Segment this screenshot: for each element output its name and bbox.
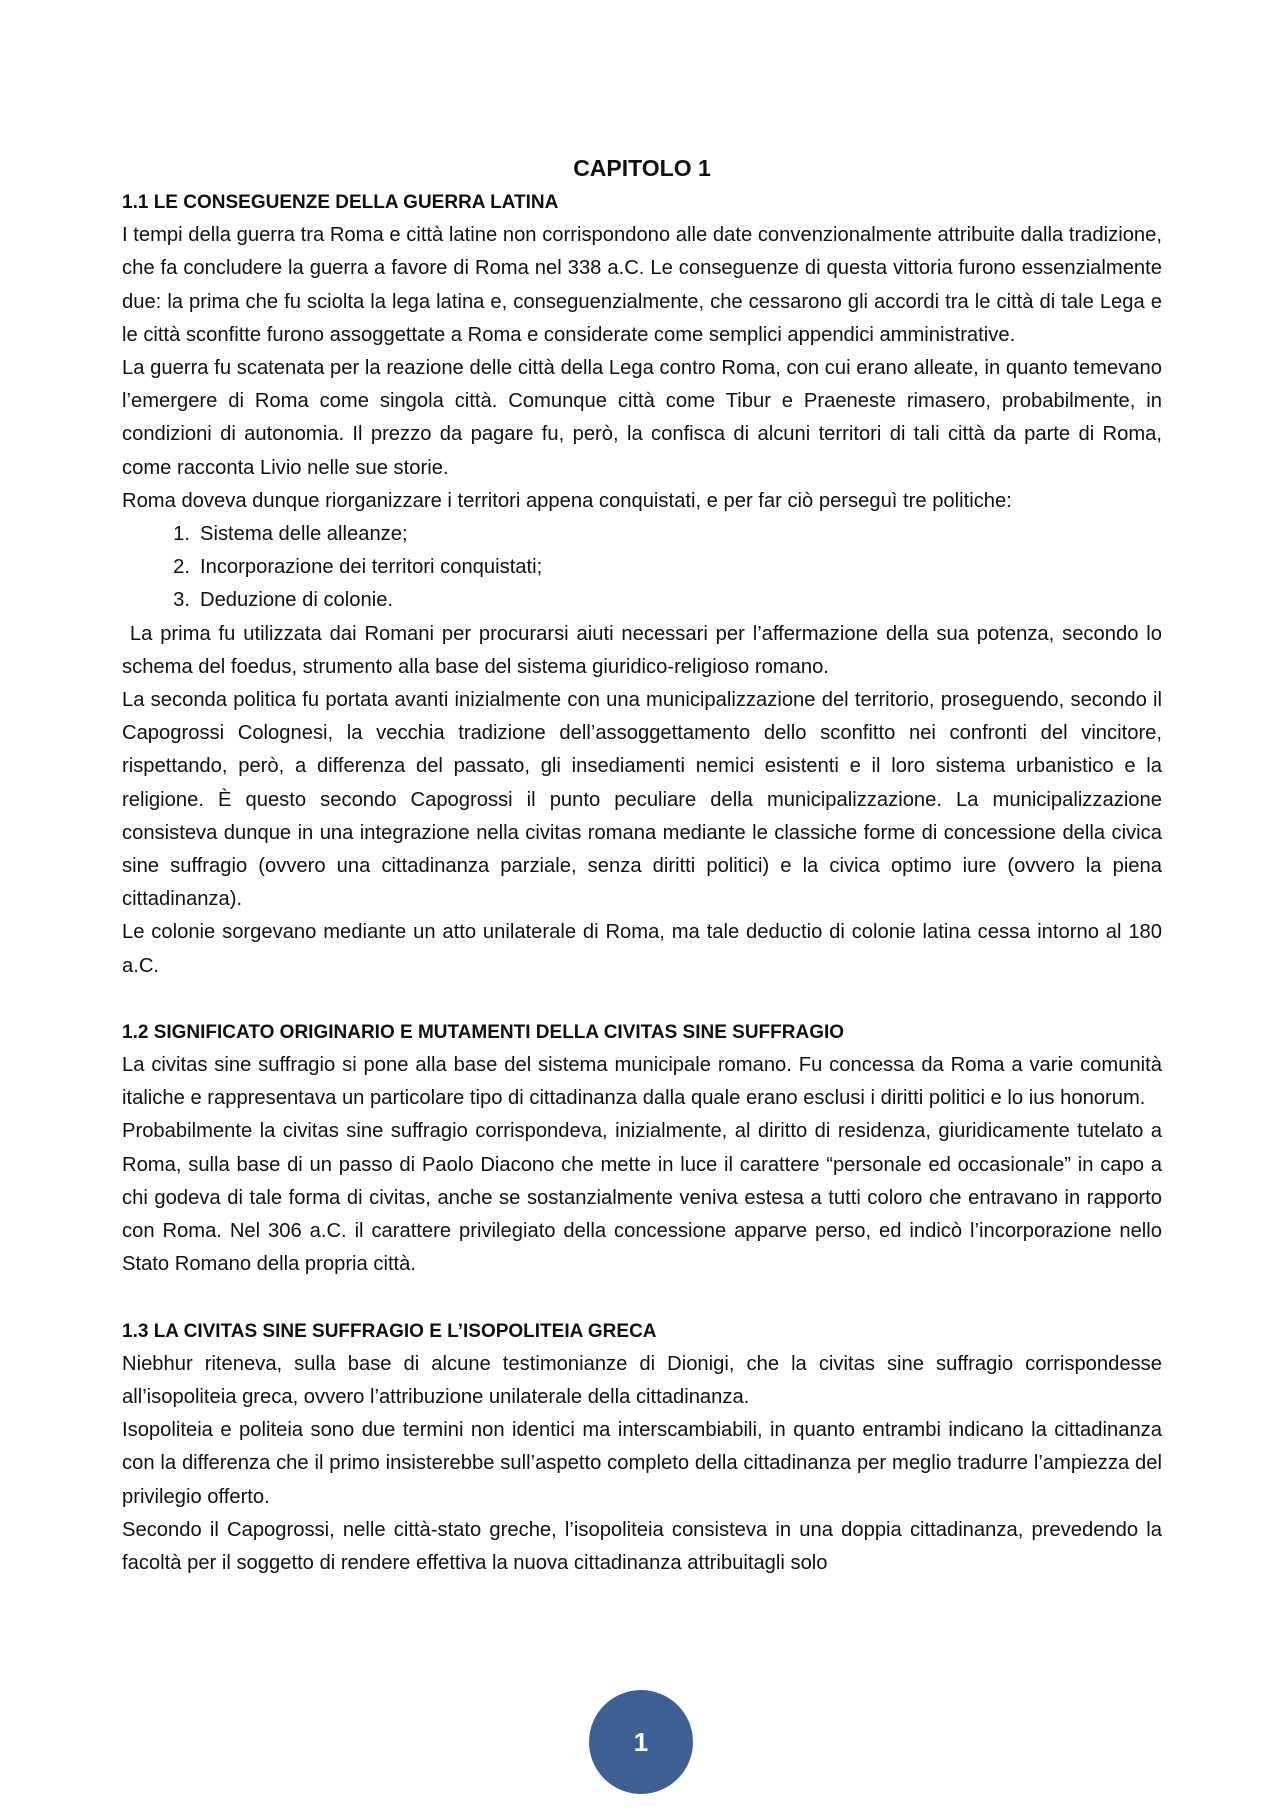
paragraph: Roma doveva dunque riorganizzare i territori appena conquistati, e per far ciò perseguì tre politiche: bbox=[122, 489, 1012, 512]
paragraph: Probabilmente la civitas sine suffragio corrispondeva, inizialmente, al diritto di residenza, giuridicamente tutelato a Roma, sulla base di un passo di Paolo Diacono che mette in luce il carattere “personale ed occasionale” in capo a chi godeva di tale forma di civitas, anche se sostanzialmente veniva estesa a tutti coloro che entravano in rapporto con Roma. Nel 306 a.C. il carattere privilegiato della concessione apparve perso, ed indicò l’incorporazione nello Stato Romano della propria città. bbox=[122, 1120, 1162, 1276]
list-number: 1. bbox=[173, 523, 190, 546]
paragraph: La prima fu utilizzata dai Romani per procurarsi aiuti necessari per l’affermazione della sua potenza, secondo lo schema del foedus, strumento alla base del sistema giuridico-religioso romano. bbox=[122, 622, 1168, 678]
chapter-title: CAPITOLO 1 bbox=[573, 155, 711, 181]
section-spacer bbox=[122, 1282, 1162, 1315]
list-item bbox=[173, 551, 1162, 584]
list-number: 2. bbox=[173, 556, 190, 579]
section-spacer bbox=[122, 983, 1162, 1016]
document-page bbox=[122, 150, 1168, 1580]
paragraph: La guerra fu scatenata per la reazione delle città della Lega contro Roma, con cui erano alleate, in quanto temevano l’emergere di Roma come singola città. Comunque città come Tibur e Praeneste rimasero, probabilmente, in condizioni di autonomia. Il prezzo da pagare fu, però, la confisca di alcuni territori di tali città da parte di Roma, come racconta Livio nelle sue storie. bbox=[122, 357, 1162, 479]
list-item bbox=[173, 518, 1162, 551]
paragraph: I tempi della guerra tra Roma e città latine non corrispondono alle date convenzionalmente attribuite dalla tradizione, che fa concludere la guerra a favore di Roma nel 338 a.C. Le conseguenze di questa vittoria furono essenzialmente due: la prima che fu sciolta la lega latina e, conseguenzialmente, che cessarono gli accordi tra le città di tale Lega e le città sconfitte furono assoggettate a Roma e considerate come semplici appendici amministrative. bbox=[122, 224, 1162, 346]
paragraph: Le colonie sorgevano mediante un atto unilaterale di Roma, ma tale deductio di colonie latina cessa intorno al 180 a.C. bbox=[122, 921, 1162, 977]
list-text: Incorporazione dei territori conquistati; bbox=[200, 556, 543, 579]
paragraph: Isopoliteia e politeia sono due termini non identici ma interscambiabili, in quanto entrambi indicano la cittadinanza con la differenza che il primo insisterebbe sull’aspetto completo della cittadinanza per meglio tradurre l’ampiezza del privilegio offerto. bbox=[122, 1419, 1162, 1508]
section-1-1 bbox=[122, 186, 1168, 983]
list-item bbox=[173, 584, 1162, 617]
section-heading: 1.1 LE CONSEGUENZE DELLA GUERRA LATINA bbox=[122, 192, 559, 213]
list-text: Sistema delle alleanze; bbox=[200, 523, 408, 546]
section-heading: 1.2 SIGNIFICATO ORIGINARIO E MUTAMENTI DELLA CIVITAS SINE SUFFRAGIO bbox=[122, 1021, 845, 1043]
policy-list bbox=[122, 518, 1162, 618]
page-number-badge bbox=[589, 1690, 693, 1794]
paragraph: La seconda politica fu portata avanti inizialmente con una municipalizzazione del territorio, proseguendo, secondo il Capogrossi Colognesi, la vecchia tradizione dell’assoggettamento dello sconfitto nei confronti del vincitore, rispettando, però, a differenza del passato, gli insediamenti nemici esistenti e il loro sistema urbanistico e la religione. È questo secondo Capogrossi il punto peculiare della municipalizzazione. La municipalizzazione consisteva dunque in una integrazione nella civitas romana mediante le classiche forme di concessione della civica sine suffragio (ovvero una cittadinanza parziale, senza diritti politici) e la civica optimo iure (ovvero la piena cittadinanza). bbox=[122, 689, 1162, 911]
page-number: 1 bbox=[633, 1726, 649, 1757]
paragraph: Secondo il Capogrossi, nelle città-stato greche, l’isopoliteia consisteva in una doppia cittadinanza, prevedendo la facoltà per il soggetto di rendere effettiva la nuova cittadinanza attribuitagli solo bbox=[122, 1518, 1162, 1574]
paragraph: Niebhur riteneva, sulla base di alcune testimonianze di Dionigi, che la civitas sine suffragio corrispondesse all’isopoliteia greca, ovvero l’attribuzione unilaterale della cittadinanza. bbox=[122, 1352, 1162, 1408]
paragraph: La civitas sine suffragio si pone alla base del sistema municipale romano. Fu concessa da Roma a varie comunità italiche e rappresentava un particolare tipo di cittadinanza dalla quale erano esclusi i diritti politici e lo ius honorum. bbox=[122, 1054, 1162, 1110]
list-text: Deduzione di colonie. bbox=[200, 589, 394, 612]
section-1-3 bbox=[122, 1315, 1162, 1581]
list-number: 3. bbox=[173, 589, 190, 612]
section-heading: 1.3 LA CIVITAS SINE SUFFRAGIO E L’ISOPOLITEIA GRECA bbox=[122, 1320, 657, 1342]
section-1-2 bbox=[122, 1016, 1162, 1282]
